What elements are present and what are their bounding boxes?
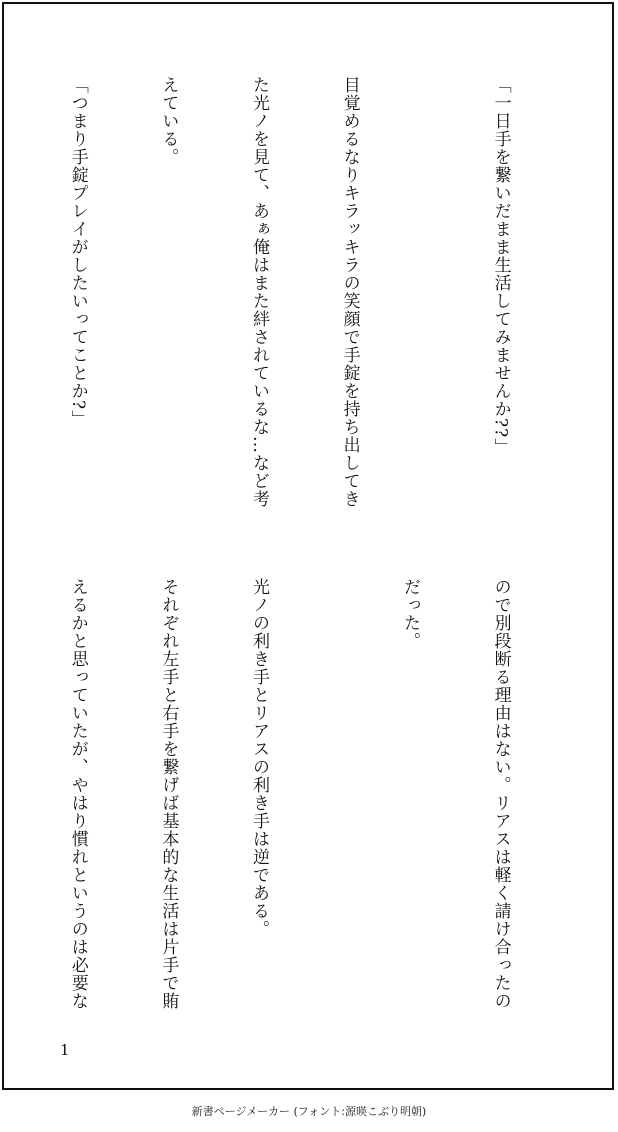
page-number: 1 [60,1041,70,1059]
lower-text-block [0,578,576,1033]
text-line [0,76,2,531]
text-line: えるかと思っていたが、やはり慣れというのは必要な [67,578,88,1010]
text-line: 光ノの利き手とリアスの利き手は逆である。 [248,578,269,938]
footer-credit: 新書ページメーカー (フォント:源暎こぶり明朝) [191,1105,427,1118]
text-line [0,578,2,1033]
text-line: だった。 [399,578,420,650]
upper-text-block [0,76,576,531]
book-page [2,2,614,1090]
text-line: ので別段断る理由はない。リアスは軽く請け合ったの [490,578,511,1010]
text-line: えている。 [158,76,179,166]
text-line: 「一日手を繋いだまま生活してみませんか??」 [490,76,511,457]
text-line: 「つまり手錠プレイがしたいってことか?」 [67,76,88,429]
text-line: 目覚めるなりキラッキラの笑顔で手錠を持ち出してき [339,76,360,508]
text-line: それぞれ左手と右手を繋げば基本的な生活は片手で賄 [158,578,179,1010]
text-line: た光ノを見て、あぁ俺はまた絆されているな…など考 [248,76,269,508]
